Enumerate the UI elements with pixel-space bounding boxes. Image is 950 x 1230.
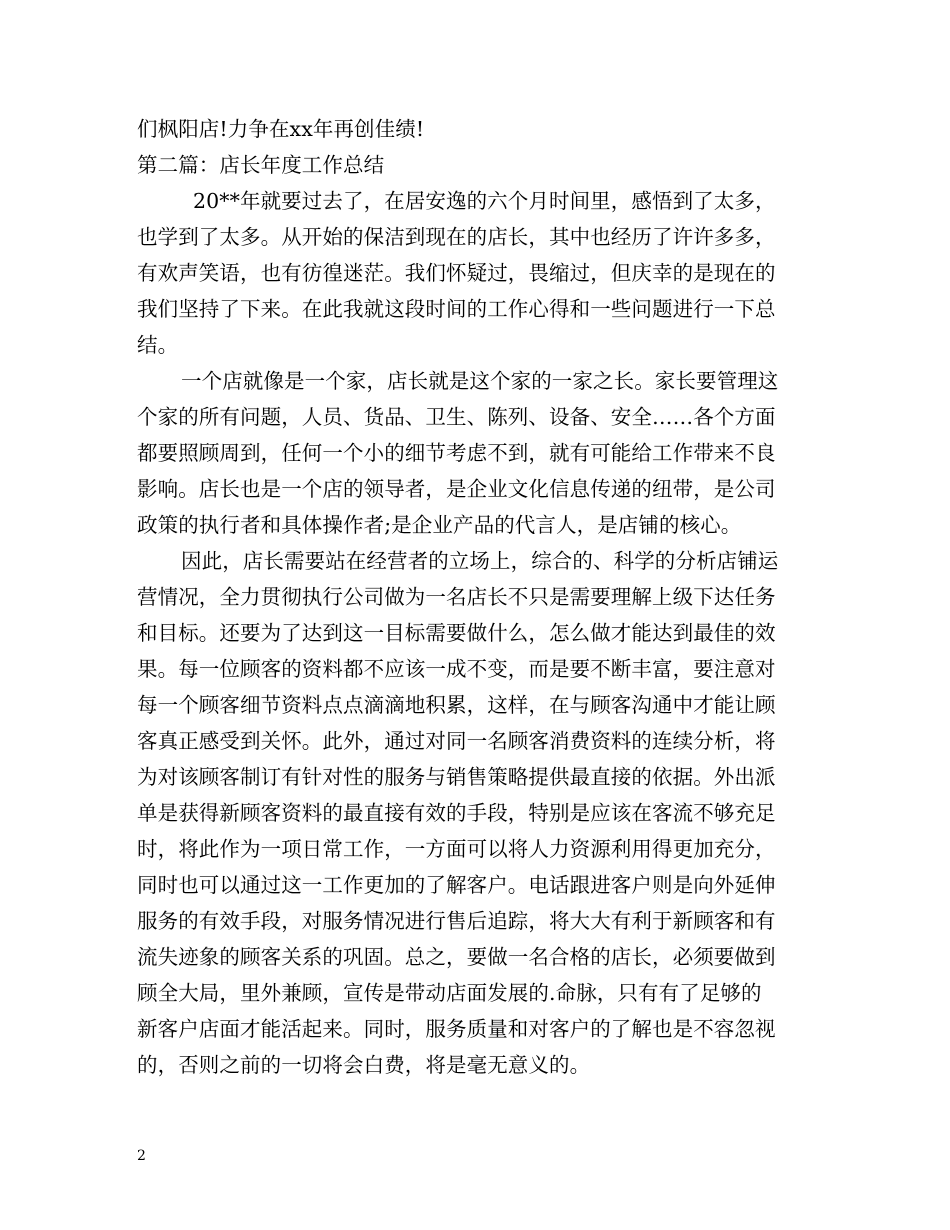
paragraph-2-line: 政策的执行者和具体操作者;是企业产品的代言人，是店铺的核心。 — [137, 513, 742, 537]
paragraph-1-line: 有欢声笑语，也有彷徨迷茫。我们怀疑过，畏缩过，但庆幸的是现在的 — [137, 261, 776, 285]
paragraph-3-line: 客真正感受到关怀。此外，通过对同一名顾客消费资料的连续分析，将 — [137, 729, 776, 753]
paragraph-3-line: 同时也可以通过这一工作更加的了解客户。电话跟进客户则是向外延伸 — [137, 873, 776, 897]
paragraph-2-line: 一个店就像是一个家，店长就是这个家的一家之长。家长要管理这 — [181, 369, 779, 393]
paragraph-3-line: 因此，店长需要站在经营者的立场上，综合的、科学的分析店铺运 — [181, 549, 779, 573]
paragraph-3-line: 新客户店面才能活起来。同时，服务质量和对客户的了解也是不容忽视 — [137, 1017, 776, 1041]
paragraph-1-line: 也学到了太多。从开始的保洁到现在的店长，其中也经历了许许多多， — [137, 225, 776, 249]
paragraph-2-line: 个家的所有问题，人员、货品、卫生、陈列、设备、安全……各个方面 — [137, 405, 776, 429]
paragraph-3-line: 和目标。还要为了达到这一目标需要做什么，怎么做才能达到最佳的效 — [137, 621, 776, 645]
paragraph-3-line: 的，否则之前的一切将会白费，将是毫无意义的。 — [137, 1053, 591, 1077]
paragraph-1-line: 结。 — [137, 333, 179, 357]
paragraph-3-line: 服务的有效手段，对服务情况进行售后追踪，将大大有利于新顾客和有 — [137, 909, 776, 933]
paragraph-3-line: 时，将此作为一项日常工作，一方面可以将人力资源利用得更加充分， — [137, 837, 776, 861]
page-number: 2 — [137, 1148, 146, 1164]
section-heading: 第二篇：店长年度工作总结 — [137, 153, 385, 177]
paragraph-1-line: 20**年就要过去了，在居安逸的六个月时间里，感悟到了太多， — [193, 189, 776, 213]
paragraph-3-line: 流失迹象的顾客关系的巩固。总之，要做一名合格的店长，必须要做到 — [137, 945, 776, 969]
paragraph-3-line: 营情况，全力贯彻执行公司做为一名店长不只是需要理解上级下达任务 — [137, 585, 776, 609]
text-line: 们枫阳店!力争在xx年再创佳绩! — [137, 117, 425, 141]
paragraph-3-line: 每一个顾客细节资料点点滴滴地积累，这样，在与顾客沟通中才能让顾 — [137, 693, 776, 717]
paragraph-3-line: 单是获得新顾客资料的最直接有效的手段，特别是应该在客流不够充足 — [137, 801, 776, 825]
paragraph-2-line: 都要照顾周到，任何一个小的细节考虑不到，就有可能给工作带来不良 — [137, 441, 776, 465]
paragraph-3-line: 果。每一位顾客的资料都不应该一成不变，而是要不断丰富，要注意对 — [137, 657, 776, 681]
paragraph-3-line: 为对该顾客制订有针对性的服务与销售策略提供最直接的依据。外出派 — [137, 765, 776, 789]
paragraph-2-line: 影响。店长也是一个店的领导者，是企业文化信息传递的纽带，是公司 — [137, 477, 776, 501]
paragraph-3-line: 顾全大局，里外兼顾，宣传是带动店面发展的.命脉，只有有了足够的 — [137, 981, 762, 1005]
paragraph-1-line: 我们坚持了下来。在此我就这段时间的工作心得和一些问题进行一下总 — [137, 297, 776, 321]
